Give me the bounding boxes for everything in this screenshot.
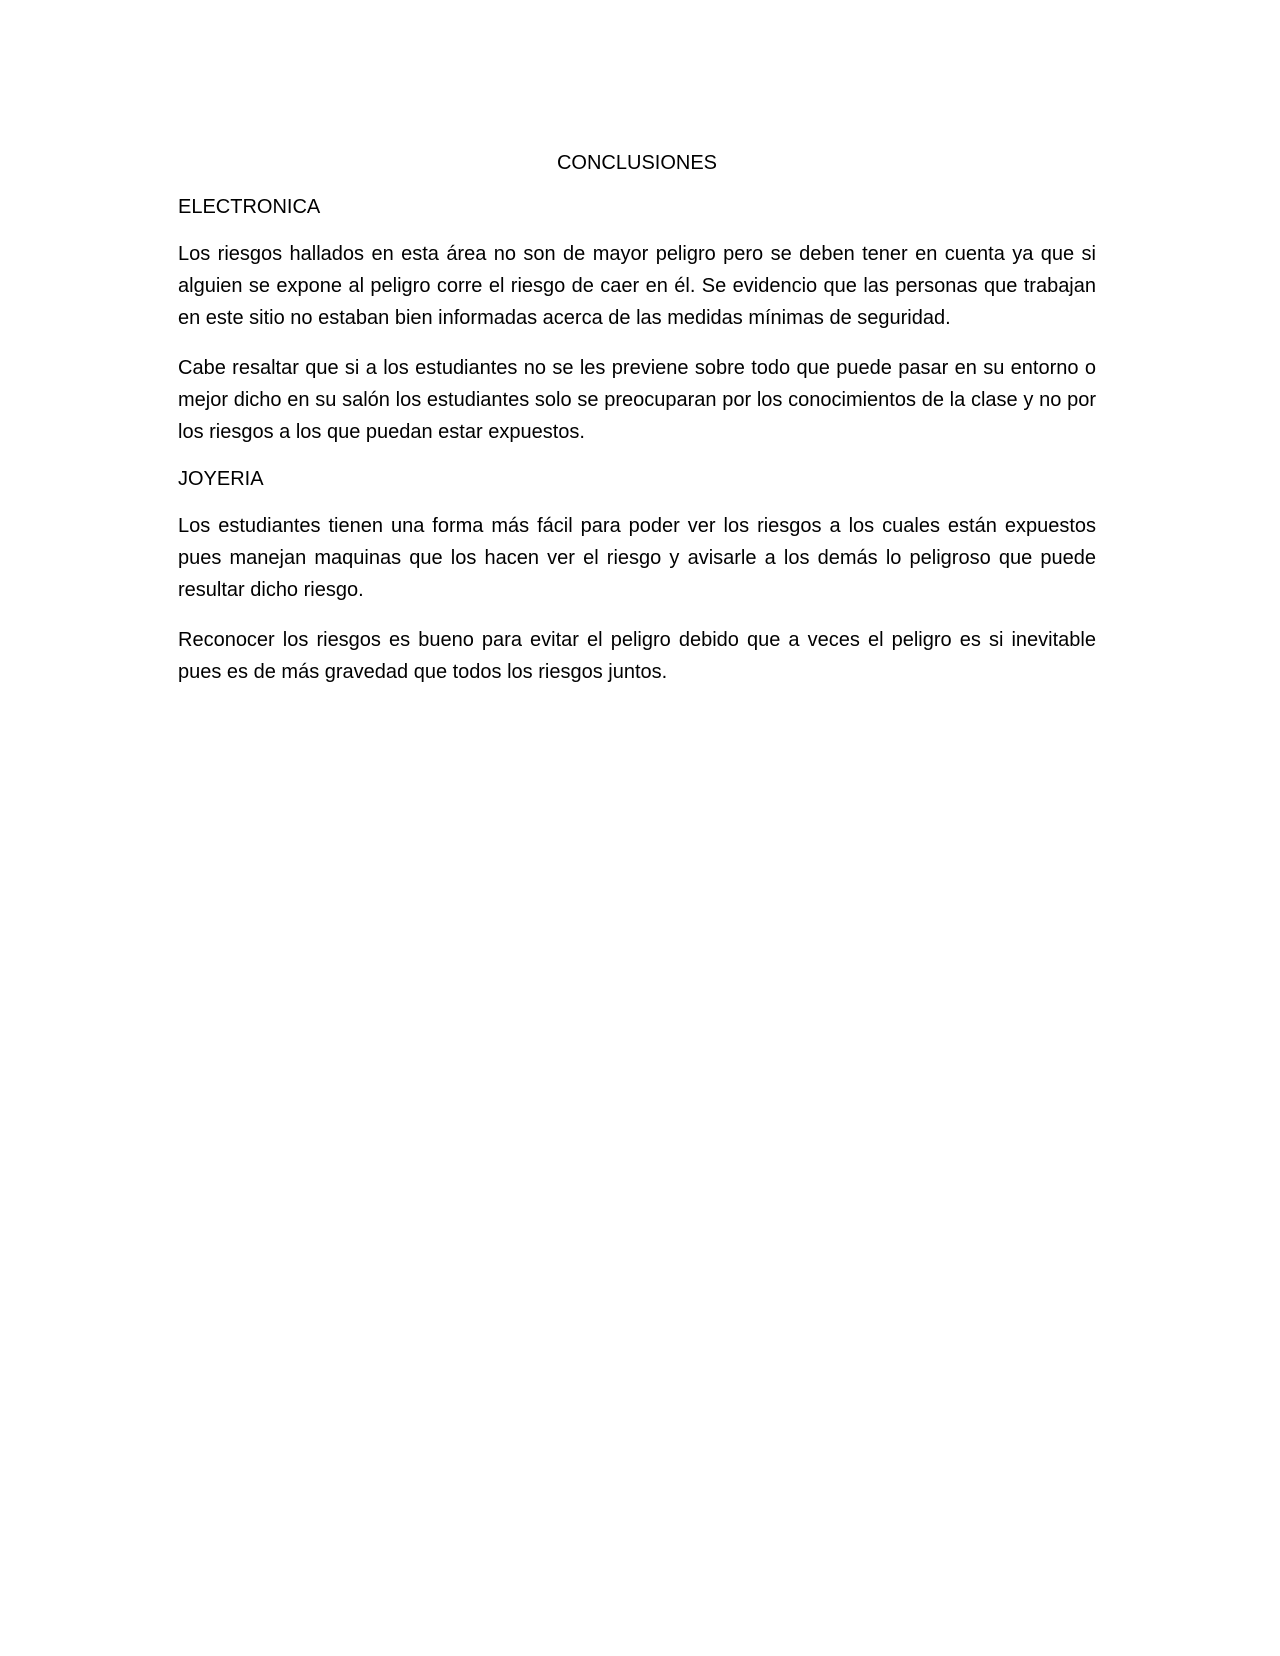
document-body [178,150,1096,706]
section-heading-electronica: ELECTRONICA [178,196,321,218]
paragraph: Cabe resaltar que si a los estudiantes no se les previene sobre todo que puede pasar en su entorno o mejor dicho en su salón los estudiantes solo se preocuparan por los conocimientos de la clase y no por los riesgos a los que puedan estar expuestos. [178,357,1096,443]
page-title: CONCLUSIONES [556,152,718,174]
paragraph: Reconocer los riesgos es bueno para evitar el peligro debido que a veces el peligro es si inevitable pues es de más gravedad que todos los riesgos juntos. [178,629,1096,683]
paragraph: Los estudiantes tienen una forma más fácil para poder ver los riesgos a los cuales están expuestos pues manejan maquinas que los hacen ver el riesgo y avisarle a los demás lo peligroso que puede resultar dicho riesgo. [178,515,1096,601]
section-heading-joyeria: JOYERIA [178,468,264,490]
paragraph: Los riesgos hallados en esta área no son de mayor peligro pero se deben tener en cuenta ya que si alguien se expone al peligro corre el riesgo de caer en él. Se evidencio que las personas que trabajan en este sitio no estaban bien informadas acerca de las medidas mínimas de seguridad. [178,243,1096,329]
